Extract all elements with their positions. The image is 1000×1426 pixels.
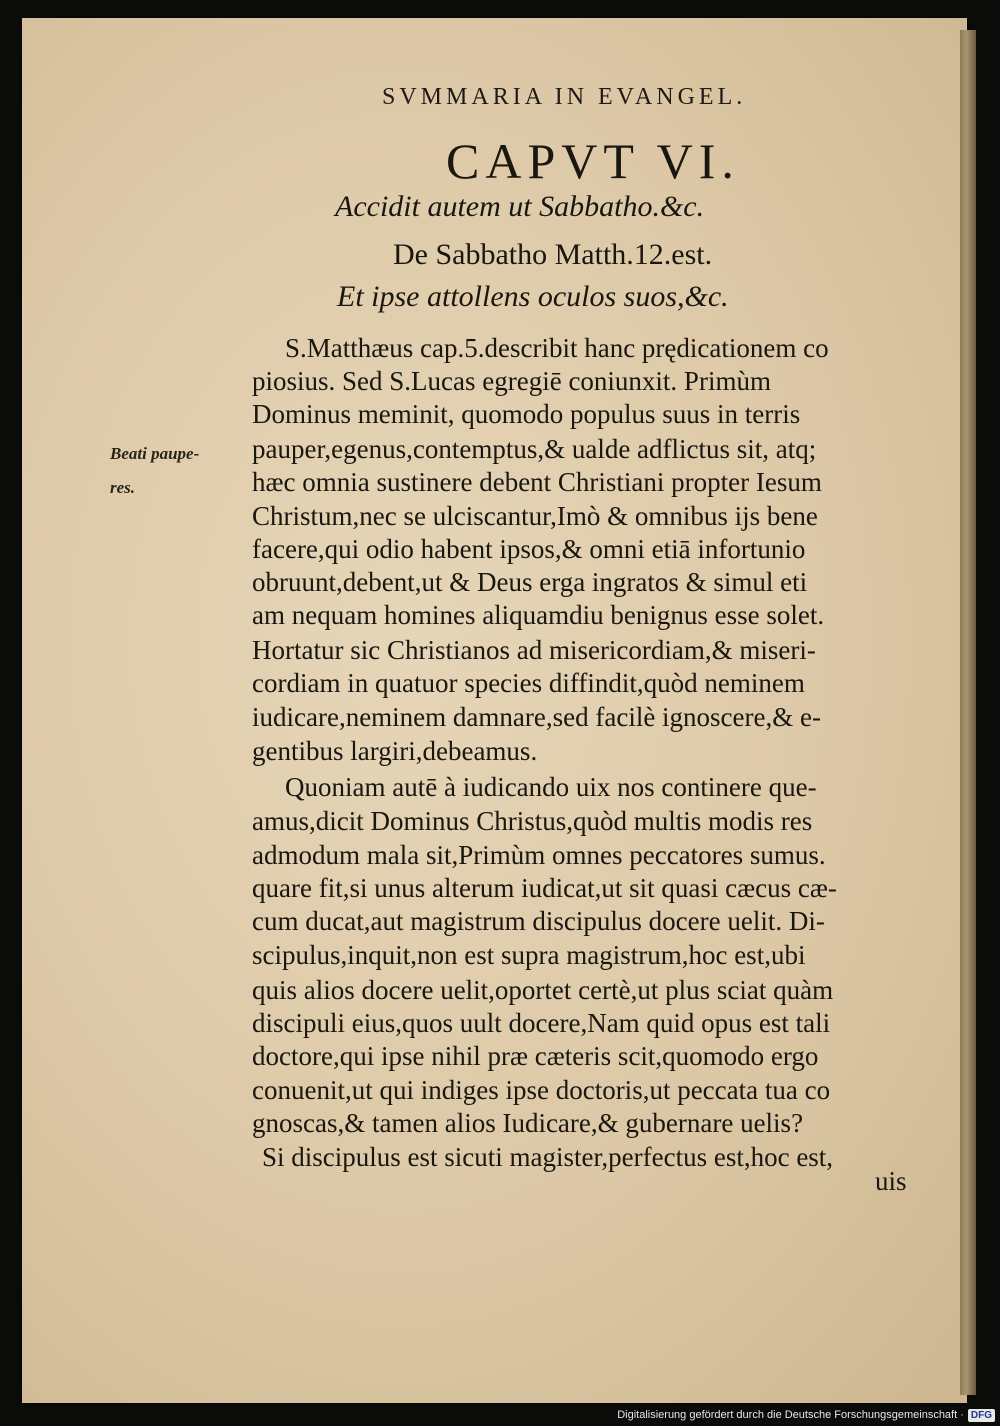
body-line: am nequam homines aliquamdiu benignus esse solet. (252, 600, 825, 630)
body-line: S.Matthæus cap.5.describit hanc prędicationem co (285, 333, 829, 363)
body-line: pauper,egenus,contemptus,& ualde adflictus sit, atq; (252, 434, 817, 464)
body-line: Quoniam autē à iudicando uix nos continere que- (285, 772, 817, 802)
catchword: uis (875, 1166, 907, 1196)
dfg-logo: DFG (968, 1409, 995, 1422)
incipit-line-2: Et ipse attollens oculos suos,&c. (337, 280, 729, 313)
page-edge (960, 30, 976, 1395)
body-line: hæc omnia sustinere debent Christiani propter Iesum (252, 467, 822, 497)
body-line: gentibus largiri,debeamus. (252, 736, 538, 766)
body-line: discipuli eius,quos uult docere,Nam quid opus est tali (252, 1008, 831, 1038)
marginal-note-line: Beati paupe- (110, 444, 200, 463)
body-line: Dominus meminit, quomodo populus suus in terris (252, 399, 801, 429)
body-line: doctore,qui ipse nihil præ cæteris scit,quomodo ergo (252, 1041, 819, 1071)
body-line: iudicare,neminem damnare,sed facilè ignoscere,& e- (252, 702, 821, 732)
body-line: amus,dicit Dominus Christus,quòd multis modis res (252, 806, 813, 836)
body-line: Christum,nec se ulciscantur,Imò & omnibus ijs bene (252, 501, 818, 531)
body-line: facere,qui odio habent ipsos,& omni etiā infortunio (252, 534, 806, 564)
body-line: quis alios docere uelit,oportet certè,ut plus sciat quàm (252, 975, 834, 1005)
body-line: cum ducat,aut magistrum discipulus docere uelit. Di- (252, 906, 825, 936)
footer (610, 1405, 995, 1425)
body-line: Hortatur sic Christianos ad misericordiam,& miseri- (252, 635, 816, 665)
chapter-title: CAPVT VI. (446, 133, 740, 189)
body-line: scipulus,inquit,non est supra magistrum,hoc est,ubi (252, 940, 806, 970)
body-line: cordiam in quatuor species diffindit,quòd neminem (252, 668, 805, 698)
incipit-line-1: Accidit autem ut Sabbatho.&c. (335, 190, 705, 223)
body-line: Si discipulus est sicuti magister,perfectus est,hoc est, (262, 1142, 834, 1172)
body-line: quare fit,si unus alterum iudicat,ut sit quasi cæcus cæ- (252, 873, 837, 903)
marginal-note-line: res. (110, 478, 136, 497)
body-line: admodum mala sit,Primùm omnes peccatores sumus. (252, 840, 826, 870)
body-line: obruunt,debent,ut & Deus erga ingratos & simul eti (252, 567, 808, 597)
body-line: piosius. Sed S.Lucas egregiē coniunxit. Primùm (252, 366, 771, 396)
running-head: SVMMARIA IN EVANGEL. (382, 84, 747, 110)
reference-line: De Sabbatho Matth.12.est. (393, 238, 713, 271)
footer-text: Digitalisierung gefördert durch die Deutsche Forschungsgemeinschaft · (617, 1409, 964, 1421)
body-line: gnoscas,& tamen alios Iudicare,& gubernare uelis? (252, 1108, 804, 1138)
body-line: conuenit,ut qui indiges ipse doctoris,ut peccata tua co (252, 1075, 831, 1105)
